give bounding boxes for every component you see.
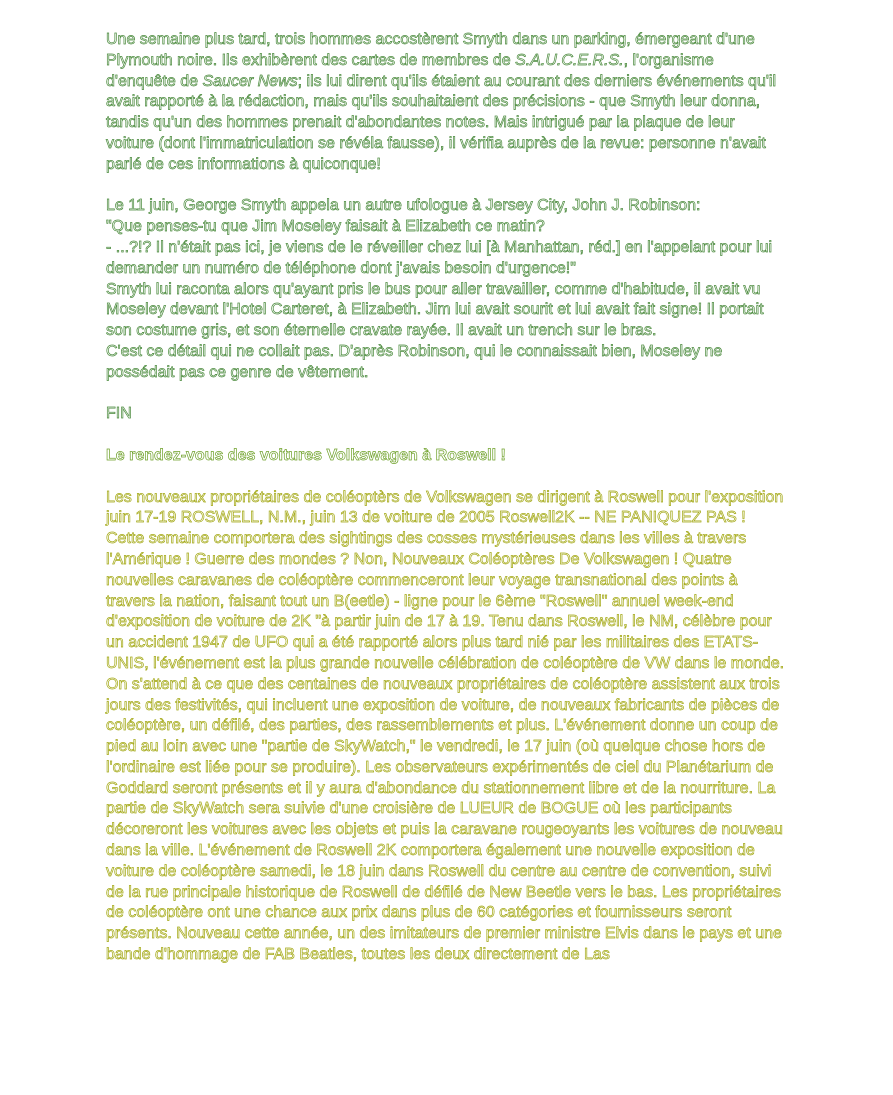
paragraph-june-11-line-2: "Que penses-tu que Jim Moseley faisait à Elizabeth ce matin?	[106, 218, 545, 236]
paragraph-gap	[106, 176, 786, 197]
paragraph-gap	[106, 467, 786, 488]
paragraph-june-11-line-3: - ...?!? Il n'était pas ici, je viens de le réveiller chez lui [à Manhattan, réd.] en l'appelant pour lui demander un numéro de téléphone dont j'avais besoin d'urgence!"	[106, 238, 773, 277]
text-run: Une semaine plus tard, trois hommes accostèrent Smyth dans un parking, émergeant d'une Plymouth noire. Ils exhibèrent des cartes de membres de	[106, 31, 755, 69]
paragraph-gap	[106, 425, 786, 446]
section-heading: Le rendez-vous des voitures Volkswagen à Roswell !	[106, 446, 506, 464]
text-run: ; ils lui dirent qu'ils étaient au courant des derniers événements qu'il avait rapporté à la rédaction, mais qu'ils souhaitaient des précisions - que Smyth leur donna, tandis qu'un des hommes prenait d'abondantes notes. Mais intrigué par la plaque de leur voiture (dont l'immatriculation se révéla fausse), il vérifia auprès de la revue: personne n'avait parlé de ces informations à quiconque!	[106, 72, 777, 173]
document-body	[106, 30, 786, 966]
magazine-name: Saucer News	[202, 72, 298, 90]
paragraph-june-11-line-4: Smyth lui raconta alors qu'ayant pris le bus pour aller travailler, comme d'habitude, il avait vu Moseley devant l'Hotel Carteret, à Elizabeth. Jim lui avait sourit et lui avait fait signe! Il portait son costume gris, et son éternelle cravate rayée. Il avait un trench sur le bras.	[106, 280, 764, 340]
paragraph-june-11-line-5: C'est ce détail qui ne collait pas. D'après Robinson, qui le connaissait bien, Moseley ne possédait pas ce genre de vêtement.	[106, 342, 723, 381]
paragraph-gap	[106, 384, 786, 405]
organization-name: S.A.U.C.E.R.S.	[515, 51, 624, 69]
end-marker: FIN	[106, 405, 132, 423]
text-run: , l'organisme d'enquête de	[106, 51, 714, 90]
paragraph-saucers-encounter	[106, 30, 786, 176]
paragraph-june-11-line-1: Le 11 juin, George Smyth appela un autre ufologue à Jersey City, John J. Robinson:	[106, 197, 701, 215]
paragraph-volkswagen-roswell: Les nouveaux propriétaires de coléoptèrs de Volkswagen se dirigent à Roswell pour l'exposition juin 17-19 ROSWELL, N.M., juin 13 de voiture de 2005 Roswell2K -- NE PANIQUEZ PAS ! Cette semaine comportera des sightings des cosses mystérieuses dans les villes à travers l'Amérique ! Guerre des mondes ? Non, Nouveaux Coléoptères De Volkswagen ! Quatre nouvelles caravanes de coléoptère commenceront leur voyage transnational des points à travers la nation, faisant tout un B(eetle) - ligne pour le 6ème "Roswell" annuel week-end d'exposition de voiture de 2K "à partir juin de 17 à 19. Tenu dans Roswell, le NM, célèbre pour un accident 1947 de UFO qui a été rapporté alors plus tard nié par les militaires des ETATS-UNIS, l'événement est la plus grande nouvelle célébration de coléoptère de VW dans le monde. On s'attend à ce que des centaines de nouveaux propriétaires de coléoptère assistent aux trois jours des festivités, qui incluent une exposition de voiture, de nouveaux fabricants de pièces de coléoptère, un défilé, des parties, des rassemblements et plus. L'événement donne un coup de pied au loin avec une "partie de SkyWatch," le vendredi, le 17 juin (où quelque chose hors de l'ordinaire est liée pour se produire). Les observateurs expérimentés de ciel du Planétarium de Goddard seront présents et il y aura d'abondance du stationnement libre et de la nourriture. La partie de SkyWatch sera suivie d'une croisière de LUEUR de BOGUE où les participants décoreront les voitures avec les objets et puis la caravane rougeoyants les voitures de nouveau dans la ville. L'événement de Roswell 2K comportera également une nouvelle exposition de voiture de coléoptère samedi, le 18 juin dans Roswell du centre au centre de convention, suivi de la rue principale historique de Roswell de défilé de New Beetle vers le bas. Les propriétaires de coléoptère ont une chance aux prix dans plus de 60 catégories et fournisseurs seront présents. Nouveau cette année, un des imitateurs de premier ministre Elvis dans le pays et une bande d'hommage de FAB Beatles, toutes les deux directement de Las	[106, 488, 785, 964]
